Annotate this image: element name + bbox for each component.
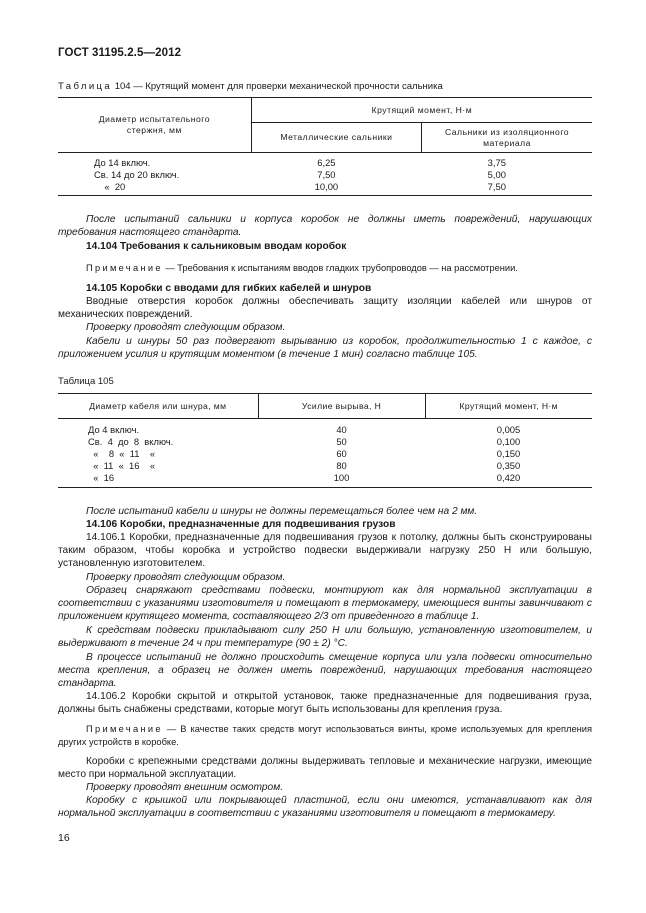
- table-105-col3-cells: [425, 419, 592, 488]
- paragraph-14-106-1: 14.106.1 Коробки, предназначенные для подвешивания грузов к потолку, должны быть сконструированы таким образом, чтобы коробка и устройство подвески выдерживали нагрузку 250 Н или большую, установленную изготовителем.: [58, 532, 592, 570]
- table-105-col1-header: Диаметр кабеля или шнура, мм: [58, 394, 258, 419]
- note-label: Примечание: [86, 263, 163, 273]
- note-14-104: [58, 262, 592, 275]
- table-105-col2-header: Усилие вырыва, Н: [258, 394, 425, 419]
- table-104-cell: 10,00: [314, 181, 339, 192]
- table-104-col1-header: Диаметр испытательного стержня, мм: [58, 98, 251, 153]
- table-104-group-header: Крутящий момент, Н·м: [251, 98, 592, 123]
- table-104-cell: До 14 включ.: [94, 157, 151, 168]
- table-104-cell: 7,50: [487, 181, 506, 192]
- section-14-104-heading: 14.104 Требования к сальниковым вводам коробок: [86, 241, 347, 252]
- paragraph-14-106-1-result: В процессе испытаний не должно происходить смещение корпуса или узла подвески относительно места крепления, а образец не должен иметь повреждений, нарушающих требования настоящего стандарта.: [58, 652, 592, 690]
- table-105-cell: 0,005: [496, 424, 521, 435]
- paragraph-14-106-1-load: К средствам подвески прикладывают силу 250 Н или большую, установленную изготовителем, и выдерживают в течение 24 ч при температуре (90 ± 2) °С.: [58, 625, 592, 650]
- table-105-cell: 0,100: [496, 436, 521, 447]
- table-105-cell: « 16: [88, 472, 115, 483]
- table-104-col2-cells: [251, 153, 421, 196]
- section-14-105-heading: 14.105 Коробки с вводами для гибких кабелей и шнуров: [86, 283, 372, 294]
- note-14-106-2: [58, 723, 592, 749]
- table-105-cell: Св. 4 до 8 включ.: [88, 436, 174, 447]
- table-105-cell: 60: [336, 448, 347, 459]
- paragraph-14-106-2-cover: Коробку с крышкой или покрывающей пластиной, если они имеются, устанавливают как для нормальной эксплуатации в соответствии с указаниями изготовителя и помещают в термокамеру.: [58, 795, 592, 820]
- paragraph-after-table-104: После испытаний сальники и корпуса коробок не должны иметь повреждений, нарушающих требования настоящего стандарта.: [58, 214, 592, 239]
- table-105: [58, 393, 592, 488]
- standard-header: ГОСТ 31195.2.5—2012: [58, 47, 182, 59]
- note-text: — В качестве таких средств могут использоваться винты, кроме используемых для крепления других устройств в коробке.: [58, 724, 592, 748]
- paragraph-14-105-method: Кабели и шнуры 50 раз подвергают вырыванию из коробок, продолжительностью 1 с каждое, с приложением усилия и крутящим моментом (в течение 1 мин) согласно таблице 105.: [58, 336, 592, 361]
- table-104-cell: Св. 14 до 20 включ.: [94, 169, 180, 180]
- table-104-cell: 3,75: [487, 157, 506, 168]
- paragraph-14-106-2-loads: Коробки с крепежными средствами должны выдерживать тепловые и механические нагрузки, имеющие место при нормальной эксплуатации.: [58, 756, 592, 781]
- table-104-col2-header: Металлические сальники: [251, 123, 421, 153]
- table-104-caption-word: Таблица: [58, 81, 113, 92]
- table-105-cell: 50: [336, 436, 347, 447]
- paragraph-14-106-2-check: Проверку проводят внешним осмотром.: [86, 782, 284, 793]
- page-number: 16: [58, 832, 70, 844]
- note-label: Примечание: [86, 724, 163, 734]
- table-105-col1-cells: [58, 419, 258, 488]
- table-105-cell: « 8 « 11 «: [88, 448, 156, 459]
- table-104-cell: 6,25: [317, 157, 336, 168]
- table-105-cell: 80: [336, 460, 347, 471]
- table-105-cell: 40: [336, 424, 347, 435]
- table-104-col3-cells: [422, 153, 592, 196]
- table-104: [58, 97, 592, 196]
- table-105-col3-header: Крутящий момент, Н·м: [425, 394, 592, 419]
- section-14-106-heading: 14.106 Коробки, предназначенные для подвешивания грузов: [86, 519, 396, 530]
- table-105-caption: Таблица 105: [58, 376, 114, 387]
- note-text: — Требования к испытаниям вводов гладких трубопроводов — на рассмотрении.: [162, 263, 518, 273]
- table-104-cell: « 20: [94, 181, 126, 192]
- table-105-cell: 0,150: [496, 448, 521, 459]
- paragraph-14-105-check: Проверку проводят следующим образом.: [86, 322, 286, 333]
- table-104-caption: [58, 81, 443, 92]
- paragraph-after-table-105: После испытаний кабели и шнуры не должны перемещаться более чем на 2 мм.: [86, 506, 478, 517]
- table-104-caption-text: 104 — Крутящий момент для проверки механической прочности сальника: [112, 81, 443, 92]
- table-105-cell: 0,420: [496, 472, 521, 483]
- table-105-cell: 100: [333, 472, 350, 483]
- table-104-col3-header: Сальники из изоляционного материала: [422, 123, 592, 153]
- table-105-cell: До 4 включ.: [88, 424, 140, 435]
- paragraph-14-105-requirement: Вводные отверстия коробок должны обеспечивать защиту изоляции кабелей или шнуров от механических повреждений.: [58, 296, 592, 321]
- paragraph-14-106-2: 14.106.2 Коробки скрытой и открытой установок, также предназначенные для подвешивания груза, должны быть снабжены средствами, которые могут быть использованы для крепления груза.: [58, 691, 592, 716]
- table-104-cell: 5,00: [487, 169, 506, 180]
- paragraph-14-106-1-sample: Образец снаряжают средствами подвески, монтируют как для нормальной эксплуатации в соответствии с указаниями изготовителя и помещают в термокамеру, имеющиеся винты завинчивают с приложением крутящего момента, составляющего 2/3 от приведенного в таблице 1.: [58, 585, 592, 623]
- table-105-cell: « 11 « 16 «: [88, 460, 156, 471]
- paragraph-14-106-1-check: Проверку проводят следующим образом.: [86, 572, 286, 583]
- table-105-col2-cells: [258, 419, 425, 488]
- table-104-cell: 7,50: [317, 169, 336, 180]
- table-104-col1-cells: [58, 153, 251, 196]
- table-105-cell: 0,350: [496, 460, 521, 471]
